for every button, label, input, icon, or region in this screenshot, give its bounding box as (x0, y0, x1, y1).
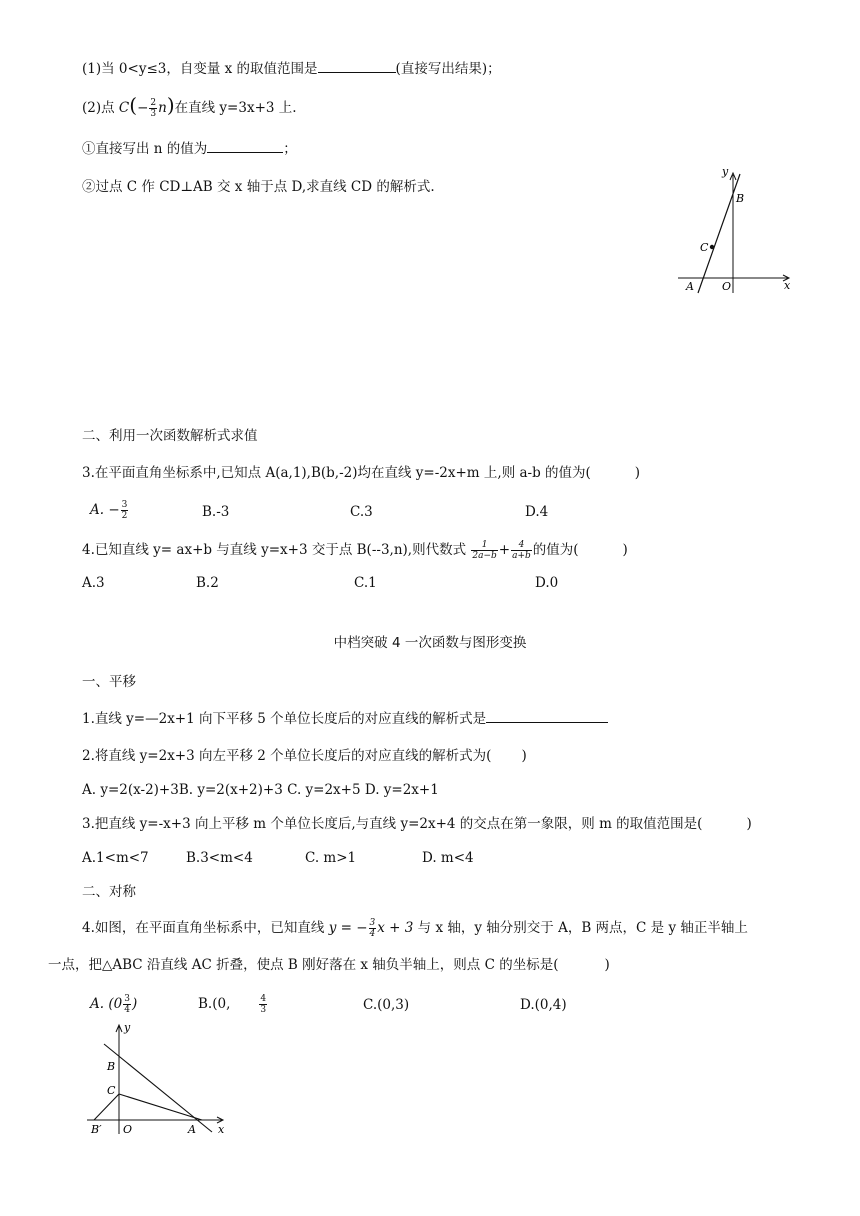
answer-blank[interactable] (207, 138, 283, 153)
equation-part: y = − (328, 920, 368, 936)
q4-option-b[interactable]: B.2 (196, 575, 219, 591)
answer-blank[interactable] (318, 58, 396, 73)
line-ab (104, 1044, 212, 1132)
fraction: $\frac{2}{3}$ (150, 98, 157, 119)
question-2a-tail: ； (283, 141, 297, 157)
fraction: $\frac{1}{2a-b}$ (472, 540, 497, 561)
label-o: O (722, 280, 732, 293)
label-o: O (123, 1123, 133, 1136)
question-1-text: (1)当 0<y≤3，自变量 x 的取值范围是 (82, 61, 318, 77)
translation-q3-close: ) (746, 816, 752, 832)
symmetry-q4-option-b[interactable] (198, 994, 268, 1015)
question-2b-line (82, 178, 435, 196)
symmetry-q4-option-a[interactable] (90, 994, 137, 1015)
question-4-line (82, 540, 628, 561)
symmetry-q4-option-d[interactable]: D.(0,4) (520, 997, 567, 1013)
label-y: y (722, 165, 729, 178)
line-ac (119, 1094, 202, 1120)
question-4-suffix: 的值为( (532, 542, 579, 558)
symmetry-q4-close: ) (604, 957, 610, 973)
option-a-suffix: ) (131, 996, 138, 1012)
question-3-close: ) (634, 465, 641, 481)
label-a: A (188, 1123, 196, 1136)
label-y: y (124, 1022, 131, 1034)
fraction: $\frac{3}{2}$ (121, 500, 128, 521)
label-c: C (700, 241, 709, 254)
figure-1-graph (670, 165, 800, 300)
equation-part: x + 3 (377, 920, 414, 936)
translation-q2-line (82, 747, 527, 765)
option-a-prefix: A. (0 (90, 996, 123, 1012)
label-a: A (686, 280, 694, 293)
question-2a-line (82, 138, 297, 158)
translation-q1-text: 1.直线 y=—2x+1 向下平移 5 个单位长度后的对应直线的解析式是 (82, 711, 487, 727)
figure-2-graph (82, 1022, 232, 1142)
label-b: B (736, 192, 745, 205)
label-c: C (107, 1084, 116, 1097)
question-3-line (82, 464, 640, 482)
translation-q3-line (82, 815, 752, 833)
question-2-suffix: 在直线 y=3x+3 上. (174, 100, 297, 116)
q3-option-a[interactable] (90, 500, 129, 521)
question-4-close: ) (622, 542, 628, 558)
line-ab (698, 174, 740, 293)
translation-q3-option-c[interactable]: C. m>1 (305, 850, 357, 866)
q3-option-b[interactable]: B.-3 (202, 504, 230, 520)
fraction: $\frac{3}{4}$ (124, 994, 130, 1015)
q3-option-d[interactable]: D.4 (525, 504, 549, 520)
symmetry-q4-line-1 (82, 918, 748, 939)
question-2a-text: ①直接写出 n 的值为 (82, 141, 208, 157)
symmetry-q4-suffix: 与 x 轴，y 轴分别交于 A，B 两点，C 是 y 轴正半轴上 (417, 920, 748, 936)
symmetry-q4-option-c[interactable]: C.(0,3) (363, 997, 410, 1013)
translation-q3-option-d[interactable]: D. m<4 (422, 850, 474, 866)
symmetry-q4-line-2-text: 一点，把△ABC 沿直线 AC 折叠，使点 B 刚好落在 x 轴负半轴上，则点 C 的坐标是( (48, 957, 559, 973)
q3-option-c[interactable]: C.3 (350, 504, 373, 520)
question-4-text: 4.已知直线 y= ax+b 与直线 y=x+3 交于点 B(--3,n),则代数式 (82, 542, 467, 558)
fraction: $\frac{4}{a+b}$ (512, 540, 531, 561)
label-b-prime: B′ (91, 1123, 102, 1136)
translation-q3-option-a[interactable]: A.1<m<7 (82, 850, 149, 866)
translation-q3-option-b[interactable]: B.3<m<4 (186, 850, 253, 866)
question-3-text: 3.在平面直角坐标系中,已知点 A(a,1),B(b,-2)均在直线 y=-2x+m 上,则 a-b 的值为( (82, 465, 591, 481)
label-x: x (784, 279, 791, 292)
option-a-prefix: A. − (90, 502, 120, 518)
section-2-heading: 二、利用一次函数解析式求值 (82, 428, 258, 444)
option-b-prefix: B.(0, (198, 996, 231, 1012)
translation-q2-text: 2.将直线 y=2x+3 向左平移 2 个单位长度后的对应直线的解析式为( (82, 748, 492, 764)
translation-q2-close: ) (521, 748, 527, 764)
question-1-tail: (直接写出结果)； (395, 61, 501, 77)
question-2b-text: ②过点 C 作 CD⊥AB 交 x 轴于点 D,求直线 CD 的解析式. (82, 179, 435, 195)
point-c-letter: C (118, 100, 130, 116)
fraction: $\frac{3}{4}$ (369, 918, 376, 939)
variable-n: n (158, 100, 167, 116)
line-bprime-c (94, 1094, 119, 1120)
point-c (710, 245, 714, 249)
question-2-line: (2)点 C(− $\frac{2}{3}$ n)在直线 y=3x+3 上. (82, 93, 297, 119)
q4-option-a[interactable]: A.3 (82, 575, 105, 591)
translation-q3-text: 3.把直线 y=-x+3 向上平移 m 个单位长度后,与直线 y=2x+4 的交点在第一象限，则 m 的取值范围是( (82, 816, 703, 832)
label-x: x (218, 1123, 225, 1136)
translation-q1-line (82, 708, 608, 728)
q4-option-c[interactable]: C.1 (354, 575, 377, 591)
q4-option-d[interactable]: D.0 (535, 575, 559, 591)
fraction: $\frac{4}{3}$ (260, 994, 267, 1015)
translation-heading: 一、平移 (82, 674, 136, 690)
answer-blank[interactable] (486, 708, 608, 723)
symmetry-heading: 二、对称 (82, 884, 136, 900)
part-2-title: 中档突破 4 一次函数与图形变换 (333, 635, 527, 651)
question-1-line (82, 58, 501, 78)
symmetry-q4-line-2 (48, 956, 610, 974)
symmetry-q4-prefix: 4.如图，在平面直角坐标系中，已知直线 (82, 920, 325, 936)
label-b: B (107, 1060, 116, 1073)
plus-sign: + (498, 542, 511, 558)
question-2-prefix: (2)点 (82, 100, 115, 116)
translation-q2-options[interactable]: A. y=2(x-2)+3B. y=2(x+2)+3 C. y=2x+5 D. y=2x+1 (82, 782, 439, 798)
